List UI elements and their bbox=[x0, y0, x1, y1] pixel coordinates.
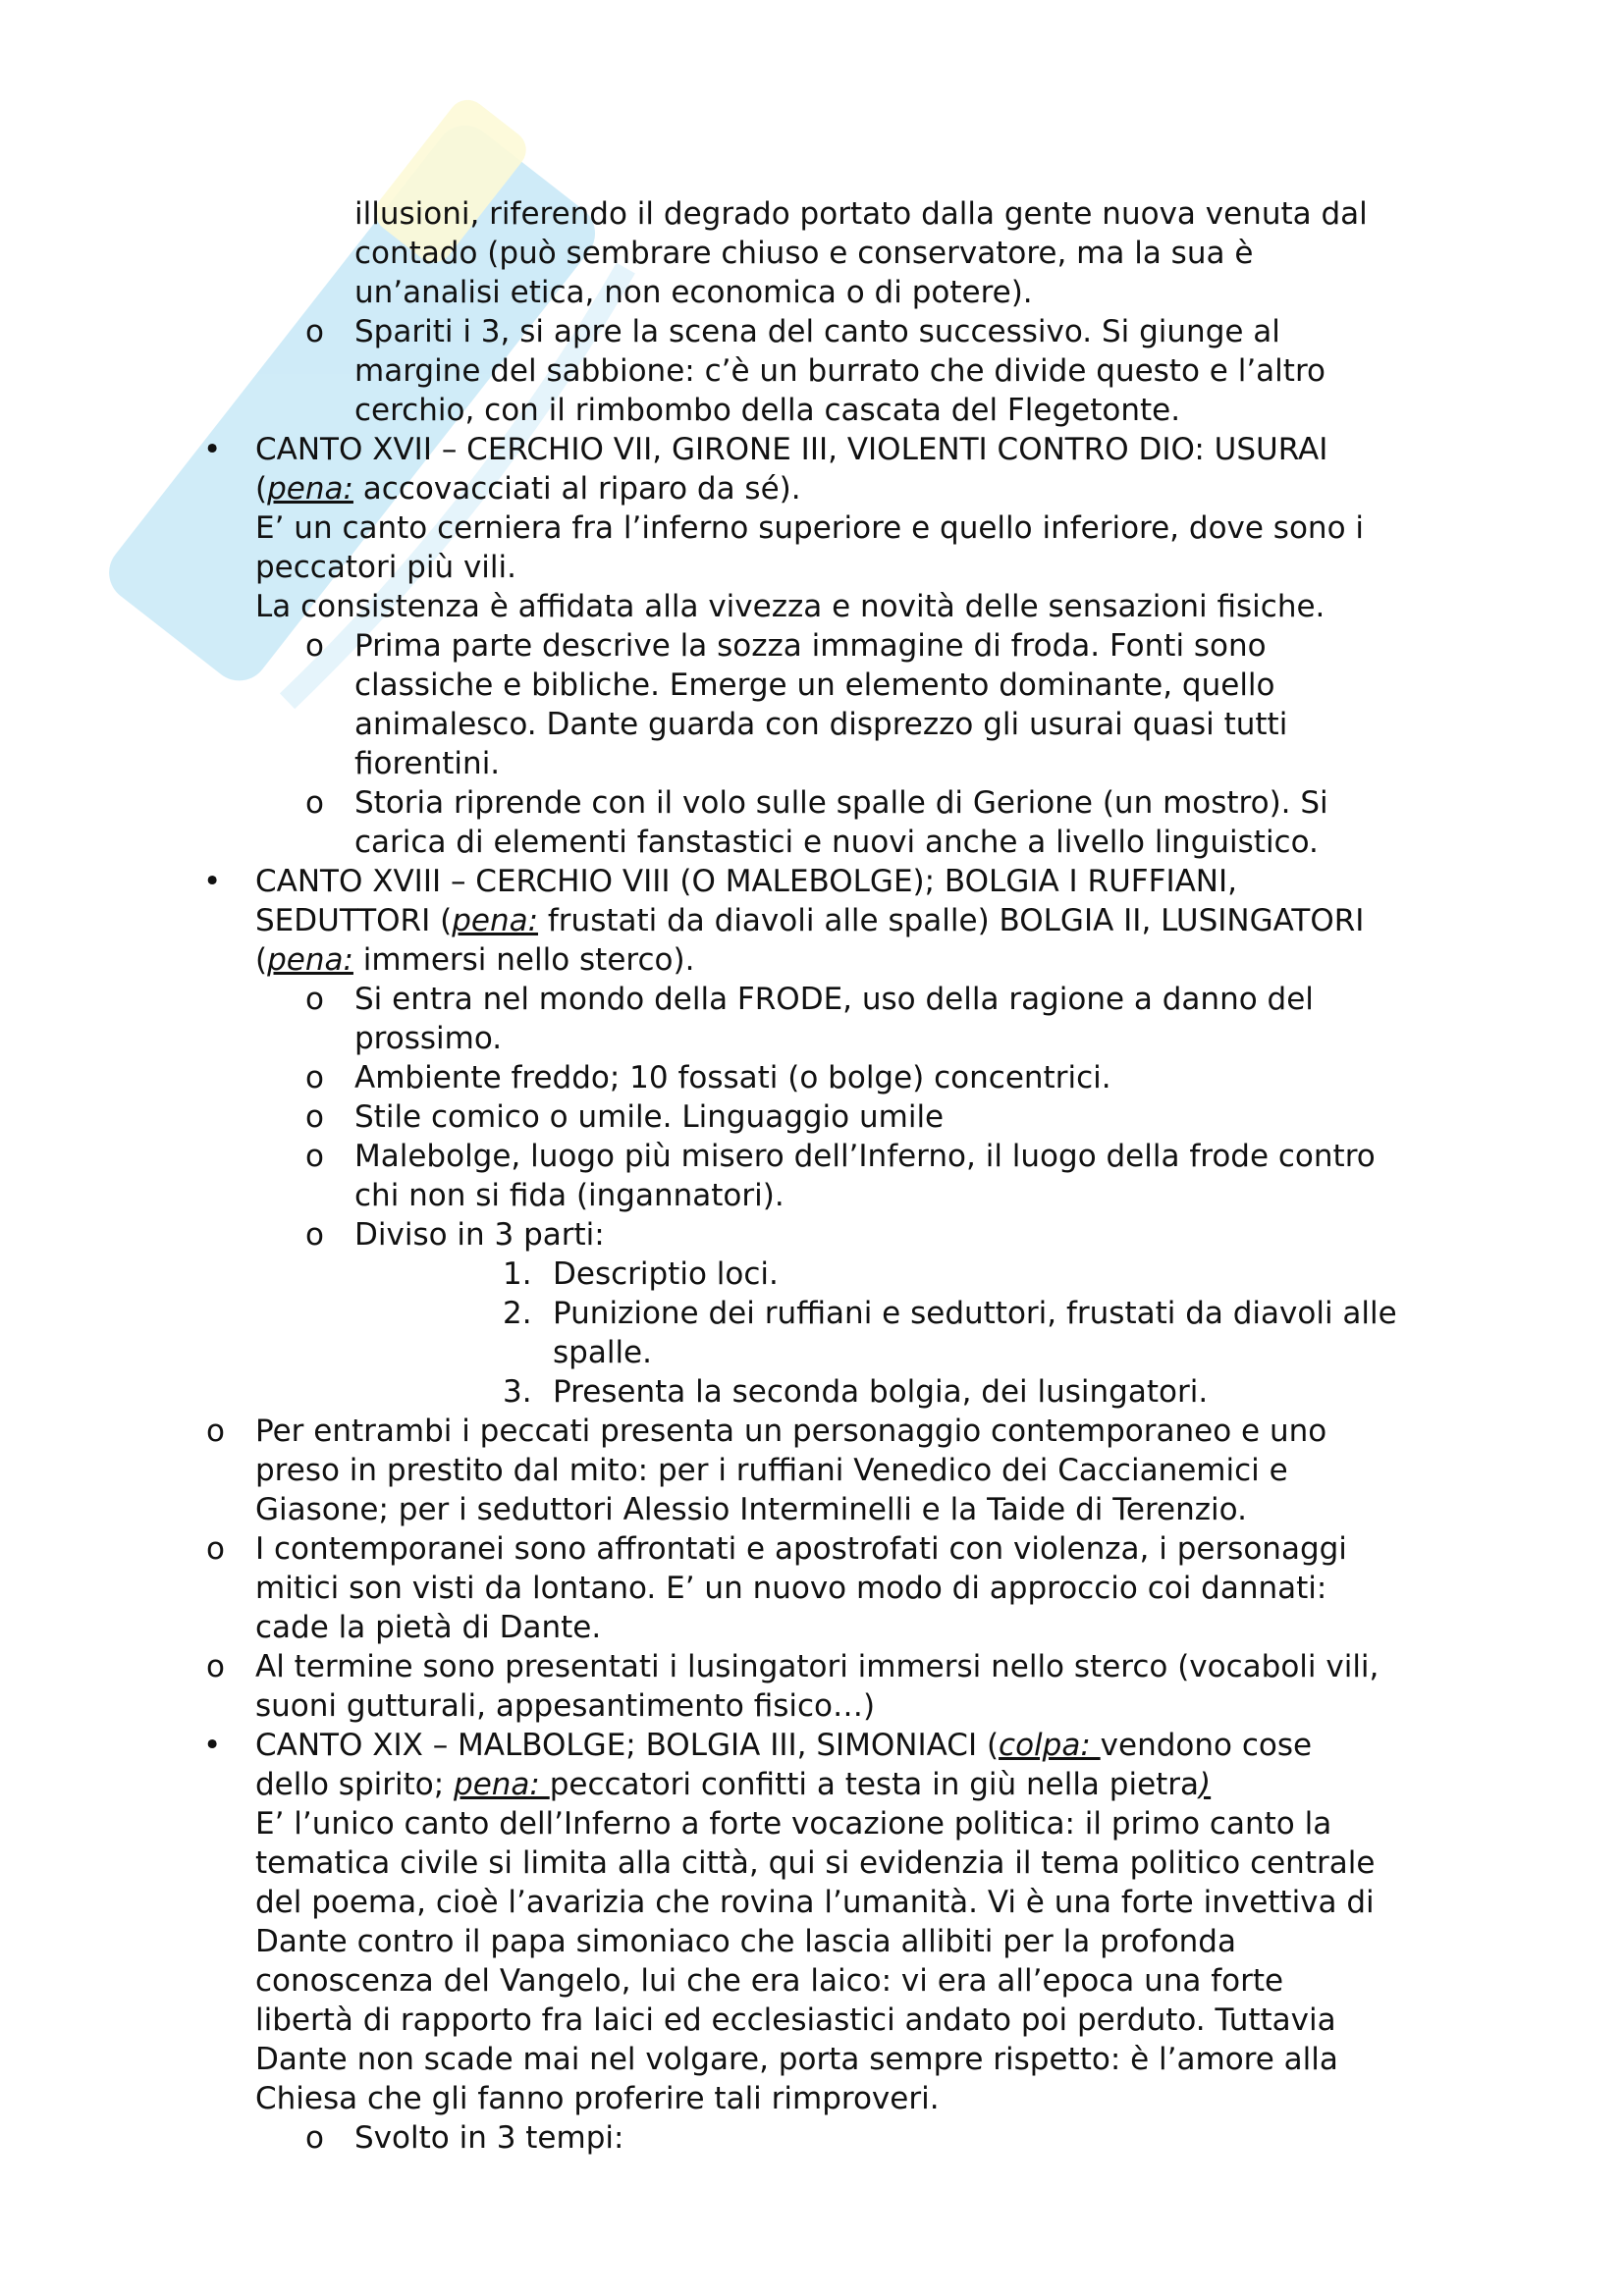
sub-bullet-marker: o bbox=[305, 314, 324, 349]
sub-bullet-marker: o bbox=[305, 982, 324, 1017]
text-line: Giasone; per i seduttori Alessio Interminelli e la Taide di Terenzio. bbox=[255, 1492, 1247, 1527]
text-line: Spariti i 3, si apre la scena del canto successivo. Si giunge al bbox=[354, 314, 1280, 349]
sub-bullet-marker: o bbox=[305, 1217, 324, 1253]
text-line: Stile comico o umile. Linguaggio umile bbox=[354, 1099, 945, 1135]
text-line: Per entrambi i peccati presenta un personaggio contemporaneo e uno bbox=[255, 1414, 1327, 1449]
text-line: spalle. bbox=[553, 1335, 652, 1370]
text-line: Dante contro il papa simoniaco che lascia allibiti per la profonda bbox=[255, 1924, 1236, 1959]
canto-heading: CANTO XIX – MALBOLGE; BOLGIA III, SIMONIACI (colpa: vendono cose bbox=[255, 1728, 1313, 1763]
text-line: Descriptio loci. bbox=[553, 1256, 779, 1292]
text-line: Presenta la seconda bolgia, dei lusingatori. bbox=[553, 1374, 1209, 1410]
text-line: Ambiente freddo; 10 fossati (o bolge) concentrici. bbox=[354, 1060, 1111, 1095]
text-line: Malebolge, luogo più misero dell’Inferno, il luogo della frode contro bbox=[354, 1139, 1376, 1174]
text-line: Si entra nel mondo della FRODE, uso della ragione a danno del bbox=[354, 982, 1314, 1017]
pena-label: pena: bbox=[267, 942, 353, 978]
text-line: fiorentini. bbox=[354, 746, 501, 781]
pena-label: pena: bbox=[267, 471, 353, 507]
text-line: Punizione dei ruffiani e seduttori, frustati da diavoli alle bbox=[553, 1296, 1397, 1331]
text-line: (pena: accovacciati al riparo da sé). bbox=[255, 471, 801, 507]
pena-label: pena: bbox=[452, 903, 539, 938]
text-line: (pena: immersi nello sterco). bbox=[255, 942, 695, 978]
text-line: dello spirito; pena: peccatori confitti a testa in giù nella pietra) bbox=[255, 1767, 1212, 1802]
sub-bullet-marker: o bbox=[206, 1414, 225, 1449]
text-line: preso in prestito dal mito: per i ruffiani Venedico dei Caccianemici e bbox=[255, 1453, 1288, 1488]
sub-bullet-marker: o bbox=[305, 1139, 324, 1174]
text-line: conoscenza del Vangelo, lui che era laico: vi era all’epoca una forte bbox=[255, 1963, 1284, 1999]
text-line: Storia riprende con il volo sulle spalle di Gerione (un mostro). Si bbox=[354, 785, 1328, 821]
sub-bullet-marker: o bbox=[206, 1649, 225, 1684]
text-line: E’ l’unico canto dell’Inferno a forte vocazione politica: il primo canto la bbox=[255, 1806, 1332, 1842]
text-line: Dante non scade mai nel volgare, porta sempre rispetto: è l’amore alla bbox=[255, 2042, 1338, 2077]
sub-bullet-marker: o bbox=[206, 1531, 225, 1567]
text-line: tematica civile si limita alla città, qui si evidenzia il tema politico centrale bbox=[255, 1845, 1376, 1881]
text-line: Prima parte descrive la sozza immagine di froda. Fonti sono bbox=[354, 628, 1267, 664]
pena-label: pena: bbox=[454, 1767, 550, 1802]
sub-bullet-marker: o bbox=[305, 1060, 324, 1095]
canto-heading: CANTO XVII – CERCHIO VII, GIRONE III, VIOLENTI CONTRO DIO: USURAI bbox=[255, 432, 1328, 467]
text-line: classiche e bibliche. Emerge un elemento dominante, quello bbox=[354, 667, 1275, 703]
text-line: cade la pietà di Dante. bbox=[255, 1610, 602, 1645]
text-line: Al termine sono presentati i lusingatori immersi nello sterco (vocaboli vili, bbox=[255, 1649, 1380, 1684]
sub-bullet-marker: o bbox=[305, 785, 324, 821]
text-line: mitici son visti da lontano. E’ un nuovo modo di approccio coi dannati: bbox=[255, 1571, 1327, 1606]
text-line: La consistenza è affidata alla vivezza e novità delle sensazioni fisiche. bbox=[255, 589, 1325, 624]
text-line: libertà di rapporto fra laici ed ecclesiastici andato poi perduto. Tuttavia bbox=[255, 2002, 1336, 2038]
bullet-marker: • bbox=[203, 864, 222, 899]
text-line: illusioni, riferendo il degrado portato dalla gente nuova venuta dal bbox=[354, 196, 1368, 232]
text-line: Chiesa che gli fanno proferire tali rimproveri. bbox=[255, 2081, 940, 2116]
text-line: carica di elementi fanstastici e nuovi anche a livello linguistico. bbox=[354, 825, 1319, 860]
text-line: E’ un canto cerniera fra l’inferno superiore e quello inferiore, dove sono i bbox=[255, 510, 1365, 546]
numbered-marker: 1. bbox=[503, 1256, 532, 1292]
text-line: contado (può sembrare chiuso e conservatore, ma la sua è bbox=[354, 236, 1254, 271]
text-line: Svolto in 3 tempi: bbox=[354, 2120, 624, 2156]
colpa-label: colpa: bbox=[999, 1728, 1101, 1763]
bullet-marker: • bbox=[203, 432, 222, 467]
text-line: del poema, cioè l’avarizia che rovina l’umanità. Vi è una forte invettiva di bbox=[255, 1885, 1375, 1920]
text-line: un’analisi etica, non economica o di potere). bbox=[354, 275, 1033, 310]
text-line: SEDUTTORI (pena: frustati da diavoli alle spalle) BOLGIA II, LUSINGATORI bbox=[255, 903, 1365, 938]
numbered-marker: 3. bbox=[503, 1374, 532, 1410]
text-line: prossimo. bbox=[354, 1021, 503, 1056]
text-line: margine del sabbione: c’è un burrato che divide questo e l’altro bbox=[354, 353, 1325, 389]
canto-heading: CANTO XVIII – CERCHIO VIII (O MALEBOLGE); BOLGIA I RUFFIANI, bbox=[255, 864, 1237, 899]
sub-bullet-marker: o bbox=[305, 2120, 324, 2156]
text-line: animalesco. Dante guarda con disprezzo gli usurai quasi tutti bbox=[354, 707, 1288, 742]
sub-bullet-marker: o bbox=[305, 628, 324, 664]
text-line: chi non si fida (ingannatori). bbox=[354, 1178, 784, 1213]
bullet-marker: • bbox=[203, 1728, 222, 1763]
text-line: Diviso in 3 parti: bbox=[354, 1217, 605, 1253]
text-line: cerchio, con il rimbombo della cascata del Flegetonte. bbox=[354, 393, 1181, 428]
text-line: peccatori più vili. bbox=[255, 550, 516, 585]
numbered-marker: 2. bbox=[503, 1296, 532, 1331]
sub-bullet-marker: o bbox=[305, 1099, 324, 1135]
text-line: suoni gutturali, appesantimento fisico…) bbox=[255, 1688, 876, 1724]
text-line: I contemporanei sono affrontati e apostrofati con violenza, i personaggi bbox=[255, 1531, 1347, 1567]
